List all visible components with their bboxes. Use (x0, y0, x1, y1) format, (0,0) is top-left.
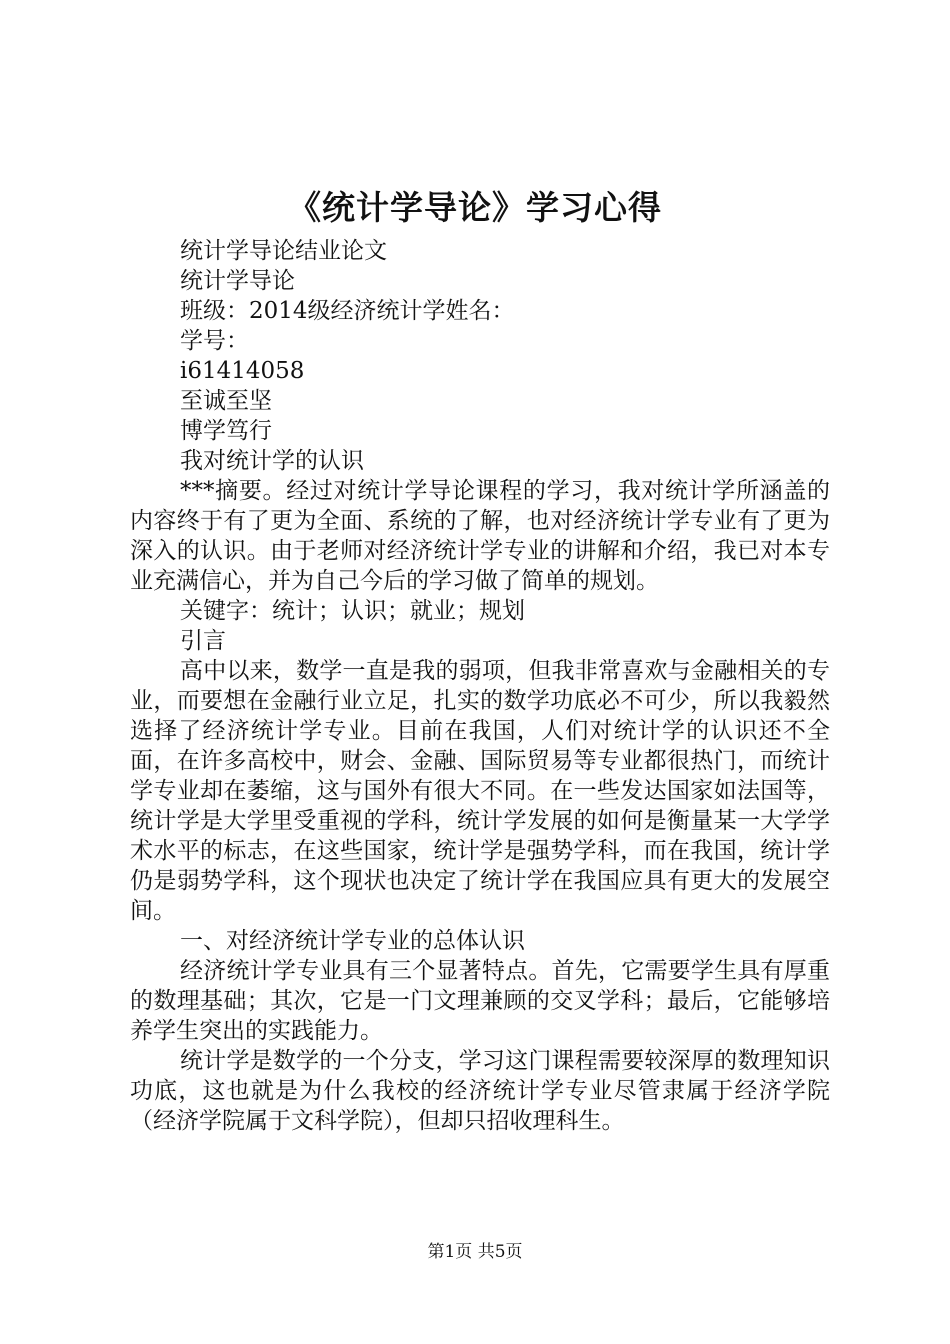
section1-heading: 一、对经济统计学专业的总体认识 (180, 928, 525, 954)
line-course-paper: 统计学导论结业论文 (180, 238, 387, 264)
intro-paragraph: 高中以来，数学一直是我的弱项，但我非常喜欢与金融相关的专业，而要想在金融行业立足，扎实的数学功底必不可少，所以我毅然选择了经济统计学专业。目前在我国，人们对统计学的认识还不全面，在许多高校中，财会、金融、国际贸易等专业都很热门，而统计学专业却在萎缩，这与国外有很大不同。在一些发达国家如法国等，统计学是大学里受重视的学科，统计学发展的如何是衡量某一大学学术水平的标志，在这些国家，统计学是强势学科，而在我国，统计学仍是弱势学科，这个现状也决定了统计学在我国应具有更大的发展空间。 (130, 658, 830, 924)
line-essay-title: 我对统计学的认识 (180, 448, 364, 474)
line-student-id: i61414058 (180, 358, 305, 384)
abstract-paragraph: ***摘要。经过对统计学导论课程的学习，我对统计学所涵盖的内容终于有了更为全面、系统的了解，也对经济统计学专业有了更为深入的认识。由于老师对经济统计学专业的讲解和介绍，我已对本专业充满信心，并为自己今后的学习做了简单的规划。 (130, 478, 830, 594)
line-course-name: 统计学导论 (180, 268, 295, 294)
line-motto-2: 博学笃行 (180, 418, 272, 444)
section1-paragraph-2: 统计学是数学的一个分支，学习这门课程需要较深厚的数理知识功底，这也就是为什么我校的经济统计学专业尽管隶属于经济学院（经济学院属于文科学院），但却只招收理科生。 (130, 1048, 830, 1134)
page-footer: 第1页 共5页 (427, 1242, 523, 1262)
intro-heading: 引言 (180, 628, 226, 654)
line-student-id-label: 学号： (180, 328, 249, 354)
document-title: 《统计学导论》学习心得 (288, 188, 662, 227)
line-class-name: 班级：2014级经济统计学姓名： (180, 298, 515, 324)
keywords-line: 关键字：统计；认识；就业；规划 (180, 598, 525, 624)
line-motto-1: 至诚至坚 (180, 388, 272, 414)
section1-paragraph-1: 经济统计学专业具有三个显著特点。首先，它需要学生具有厚重的数理基础；其次，它是一门文理兼顾的交叉学科；最后，它能够培养学生突出的实践能力。 (130, 958, 830, 1044)
document-body (130, 236, 830, 1136)
